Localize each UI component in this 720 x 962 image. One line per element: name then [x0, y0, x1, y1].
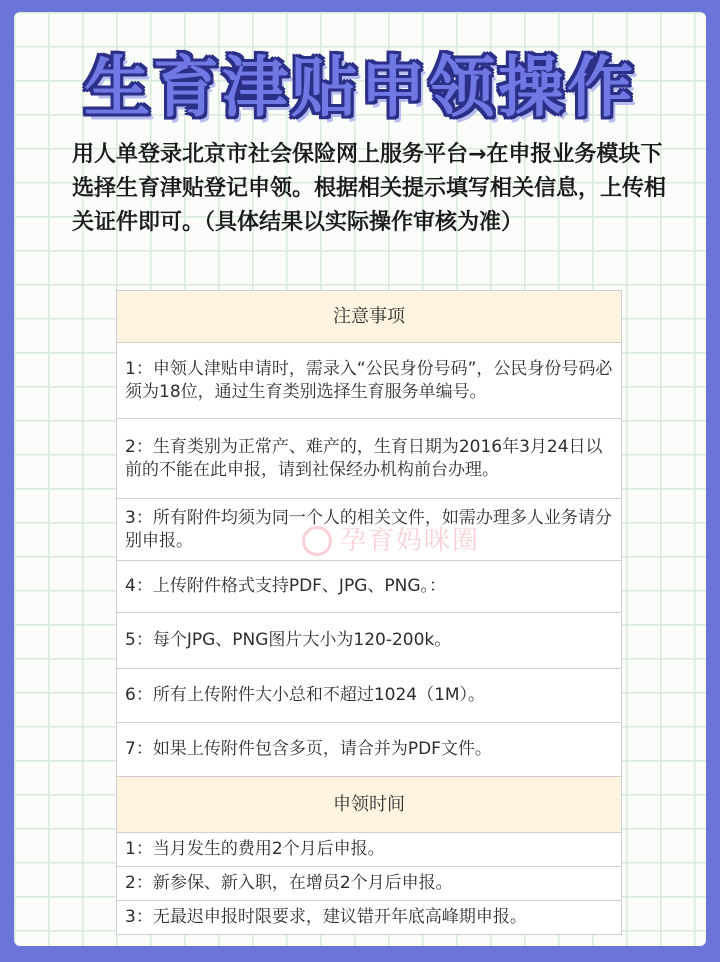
note-item: 3：所有附件均须为同一个人的相关文件，如需办理多人业务请分别申报。: [117, 499, 622, 561]
table-row: [117, 867, 622, 901]
note-item: 7：如果上传附件包含多页，请合并为PDF文件。: [117, 723, 622, 777]
info-table: [116, 290, 622, 935]
time-item: 2：新参保、新入职，在增员2个月后申报。: [117, 867, 622, 901]
page-title: 生育津贴申领操作: [84, 49, 636, 126]
poster-card: [14, 12, 706, 946]
note-item: 2：生育类别为正常产、难产的，生育日期为2016年3月24日以前的不能在此申报，请到社保经办机构前台办理。: [117, 419, 622, 499]
notes-header: 注意事项: [117, 291, 622, 343]
watermark-logo-icon: [302, 526, 332, 556]
table-row: [117, 723, 622, 777]
time-item: 1：当月发生的费用2个月后申报。: [117, 833, 622, 867]
time-header: 申领时间: [117, 777, 622, 833]
note-item: 1：申领人津贴申请时，需录入“公民身份号码”，公民身份号码必须为18位，通过生育类别选择生育服务单编号。: [117, 343, 622, 419]
intro-paragraph: 用人单登录北京市社会保险网上服务平台→在申报业务模块下选择生育津贴登记申领。根据相关提示填写相关信息，上传相关证件即可。（具体结果以实际操作审核为准）: [72, 142, 667, 235]
note-item: 6：所有上传附件大小总和不超过1024（1M）。: [117, 669, 622, 723]
table-row: [117, 669, 622, 723]
table-row: [117, 291, 622, 343]
time-item: 3：无最迟申报时限要求，建议错开年底高峰期申报。: [117, 901, 622, 935]
table-row: [117, 901, 622, 935]
table-row: [117, 777, 622, 833]
table-row: [117, 561, 622, 613]
note-item: 5：每个JPG、PNG图片大小为120-200k。: [117, 613, 622, 669]
table-row: [117, 833, 622, 867]
table-row: [117, 613, 622, 669]
watermark-text: 孕育妈咪圈: [340, 526, 481, 556]
table-row: [117, 343, 622, 419]
note-item: 4：上传附件格式支持PDF、JPG、PNG。：: [117, 561, 622, 613]
table-row: [117, 419, 622, 499]
